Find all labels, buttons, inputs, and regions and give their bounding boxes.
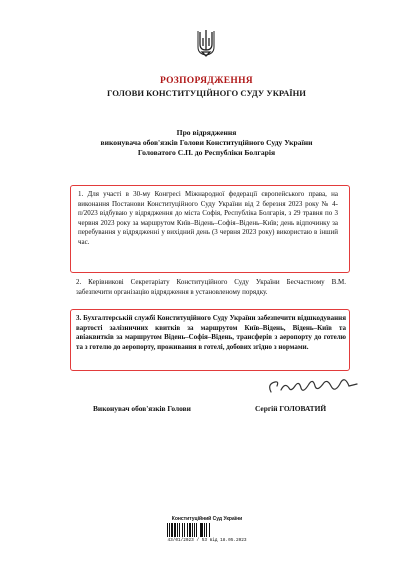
- registration-number: 43/01/2023 / 53 від 18.05.2023: [167, 538, 247, 543]
- registration-stamp: [167, 516, 247, 543]
- document-subtitle: ГОЛОВИ КОНСТИТУЦІЙНОГО СУДУ УКРАЇНИ: [107, 88, 306, 98]
- trident-emblem-icon: [196, 28, 216, 58]
- document-title: РОЗПОРЯДЖЕННЯ: [160, 76, 253, 86]
- handwritten-signature-icon: [265, 372, 365, 402]
- signature-name: Сергій ГОЛОВАТИЙ: [255, 404, 327, 413]
- barcode-bar: [210, 523, 211, 537]
- registration-title: Конституційний Суд України: [171, 516, 243, 522]
- subject-line: Про відрядження: [176, 128, 237, 137]
- barcode-icon: [167, 523, 247, 537]
- subject-line: Головатого С.П. до Республіки Болгарія: [137, 148, 276, 157]
- paragraph-1: 1. Для участі в 30-му Конгресі Міжнародної федерації європейського права, на виконання Постанови Конституційного Суду України від 2 березня 2023 року № 4-п/2023 відбуваю у відрядження до міста Софія, Республіка Болгарія, з 29 травня по 3 червня 2023 року за маршрутом Київ–Відень–Софія–Відень–Київ; день відпочинку за перебування у відрядженні у вихідний день (3 червня 2023 року) використаю в інший час.: [78, 190, 338, 246]
- subject-line: виконувача обов'язків Голови Конституційного Суду України: [100, 138, 313, 147]
- signature-position: Виконувач обов'язків Голови: [93, 404, 191, 413]
- paragraph-3: 3. Бухгалтерській службі Конституційного Суду України забезпечити відшкодування вартості залізничних квитків за маршрутом Київ–Відень, Відень–Київ та авіаквитків за маршрутом Відень–Софія–Відень, трансферів з аеропорту до готелю та з готелю до аеропорту, проживання в готелі, добових згідно з нормами.: [76, 314, 346, 351]
- paragraph-2: 2. Керівникові Секретаріату Конституційного Суду України Бесчастному В.М. забезпечити організацію відрядження в установленому порядку.: [76, 278, 346, 296]
